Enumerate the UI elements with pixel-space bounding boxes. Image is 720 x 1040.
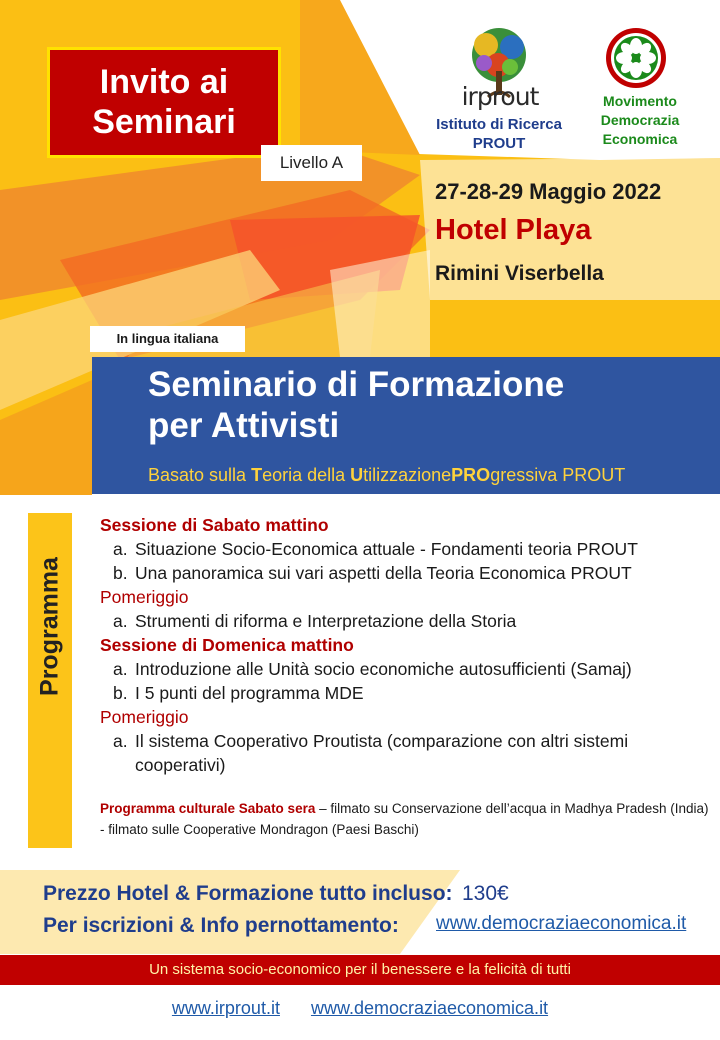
mde-clover-logo [604, 26, 668, 90]
item-text: Strumenti di riforma e Interpretazione della Storia [135, 611, 517, 631]
event-city: Rimini Viserbella [435, 262, 604, 285]
list-item [100, 537, 700, 561]
subtitle-part: gressiva PROUT [490, 465, 626, 485]
subtitle-part: Basato sulla [148, 465, 252, 485]
item-marker: a. [113, 659, 128, 679]
level-badge: Livello A [261, 145, 362, 181]
item-marker: a. [113, 539, 128, 559]
item-text: Il sistema Cooperativo Proutista (comparazione con altri sistemi cooperativi) [135, 731, 629, 775]
cultural-text: – filmato su Conservazione dell’acqua in Madhya Pradesh (India) - filmato sulle Cooperative Mondragon (Paesi Baschi) [100, 801, 709, 837]
list-item [100, 681, 700, 705]
event-hotel: Hotel Playa [435, 214, 592, 246]
signup-link[interactable]: www.democraziaeconomica.it [436, 913, 687, 934]
list-item [100, 561, 700, 585]
language-badge: In lingua italiana [90, 326, 245, 352]
item-text: I 5 punti del programma MDE [135, 683, 364, 703]
invito-title [47, 47, 281, 158]
mde-name: Movimento Democrazia Economica [600, 93, 680, 147]
program-list [100, 513, 700, 777]
price-value: 130€ [462, 882, 509, 905]
invito-text: Invito ai Seminari [92, 63, 236, 141]
subtitle-bold: U [350, 465, 364, 485]
subtitle-bold: T [251, 465, 263, 485]
item-marker: b. [113, 683, 128, 703]
signup-label: Per iscrizioni & Info pernottamento: [43, 914, 399, 937]
slogan-band: Un sistema socio-economico per il benessere e la felicità di tutti [0, 955, 720, 985]
irprout-wordmark: irprout [461, 82, 539, 111]
subtitle-bold: PRO [451, 465, 491, 485]
item-text: Una panoramica sui vari aspetti della Teoria Economica PROUT [135, 563, 632, 583]
irprout-subtitle: Istituto di Ricerca PROUT [436, 116, 562, 152]
list-item [100, 657, 700, 681]
cultural-title: Programma culturale Sabato sera [100, 801, 316, 816]
seminar-subtitle [148, 465, 625, 486]
afternoon-label: Pomeriggio [100, 587, 189, 607]
list-item [100, 729, 700, 777]
session-title: Sessione di Domenica mattino [100, 635, 354, 655]
cultural-program [100, 798, 710, 840]
list-item [100, 609, 700, 633]
subtitle-part: tilizzazione [363, 465, 452, 485]
item-marker: b. [113, 563, 128, 583]
item-text: Introduzione alle Unità socio economiche autosufficienti (Samaj) [135, 659, 632, 679]
seminar-title [148, 364, 564, 446]
mde-link[interactable]: www.democraziaeconomica.it [310, 998, 549, 1018]
item-marker: a. [113, 611, 128, 631]
program-label: Programma [35, 557, 64, 696]
subtitle-part: eoria della [262, 465, 351, 485]
footer-links [0, 998, 720, 1019]
session-title: Sessione di Sabato mattino [100, 515, 329, 535]
event-date: 27-28-29 Maggio 2022 [435, 179, 662, 204]
seminar-title-line1: Seminario di Formazione [148, 365, 565, 404]
item-text: Situazione Socio-Economica attuale - Fondamenti teoria PROUT [135, 539, 638, 559]
seminar-title-line2: per Attivisti [148, 406, 340, 445]
item-marker: a. [113, 731, 128, 751]
afternoon-label: Pomeriggio [100, 707, 189, 727]
price-label: Prezzo Hotel & Formazione tutto incluso: [43, 882, 453, 905]
irprout-link[interactable]: www.irprout.it [171, 998, 280, 1018]
